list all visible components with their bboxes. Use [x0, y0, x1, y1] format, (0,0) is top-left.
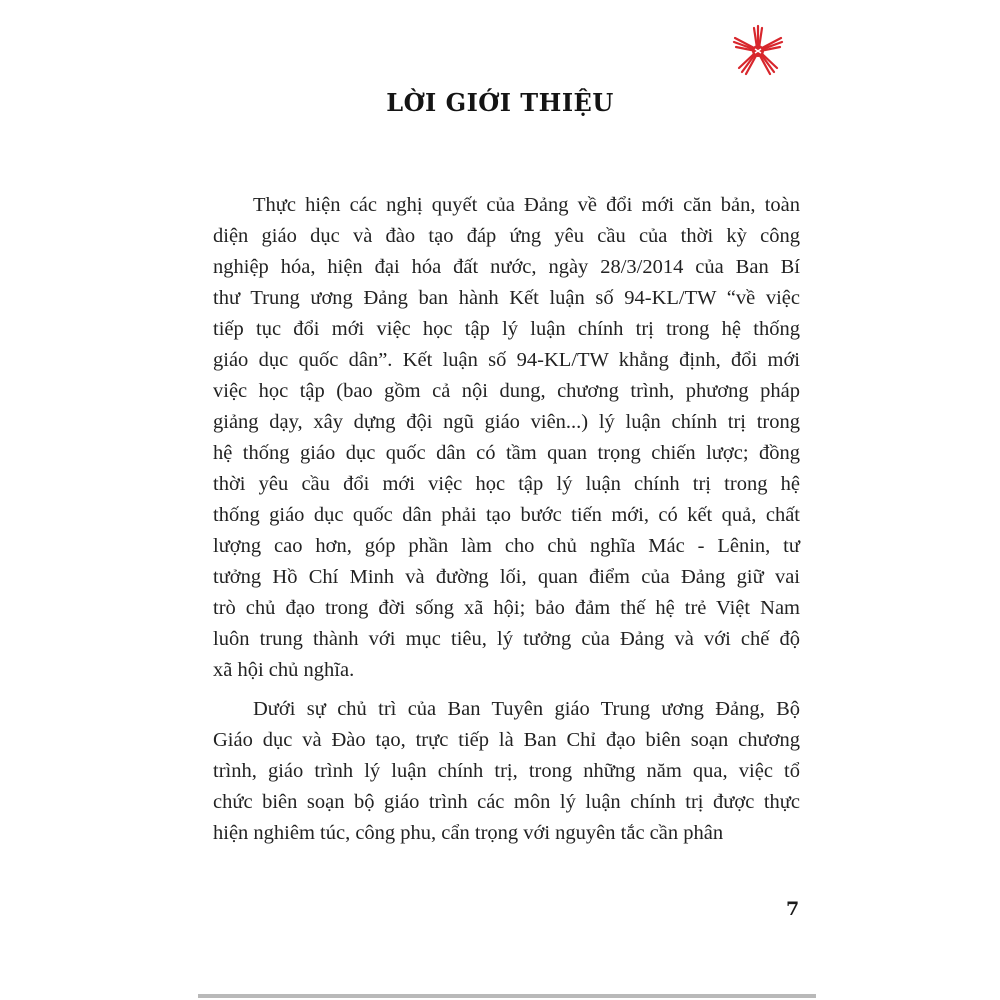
text-line: giảng dạy, xây dựng đội ngũ giáo viên...) lý luận chính trị trong [213, 411, 800, 433]
text-line: tiếp tục đổi mới việc học tập lý luận chính trị trong hệ thống [213, 318, 800, 340]
text-line: Giáo dục và Đào tạo, trực tiếp là Ban Chỉ đạo biên soạn chương [213, 729, 800, 751]
text-line: luôn trung thành với mục tiêu, lý tưởng của Đảng và với chế độ [213, 628, 800, 650]
bottom-divider [198, 994, 816, 998]
text-line: trò chủ đạo trong đời sống xã hội; bảo đảm thế hệ trẻ Việt Nam [213, 597, 800, 619]
paragraph-gap [213, 686, 800, 694]
text-line: hệ thống giáo dục quốc dân có tầm quan trọng chiến lược; đồng [213, 442, 800, 464]
text-line: nghiệp hóa, hiện đại hóa đất nước, ngày 28/3/2014 của Ban Bí [213, 256, 800, 278]
page-title: LỜI GIỚI THIỆU [386, 88, 614, 117]
text-line: tưởng Hồ Chí Minh và đường lối, quan điểm của Đảng giữ vai [213, 566, 800, 588]
text-line: thư Trung ương Đảng ban hành Kết luận số 94-KL/TW “về việc [213, 287, 800, 309]
text-line: Dưới sự chủ trì của Ban Tuyên giáo Trung ương Đảng, Bộ [253, 698, 800, 720]
text-line: thời yêu cầu đổi mới việc học tập lý luận chính trị trong hệ [213, 473, 800, 495]
text-line: Thực hiện các nghị quyết của Đảng về đổi mới căn bản, toàn [253, 194, 800, 216]
paragraph [213, 694, 800, 849]
text-line: diện giáo dục và đào tạo đáp ứng yêu cầu của thời kỳ công [213, 225, 800, 247]
text-line: hiện nghiêm túc, công phu, cẩn trọng với nguyên tắc cần phân [213, 822, 724, 844]
text-line: trình, giáo trình lý luận chính trị, trong những năm qua, việc tổ [213, 760, 800, 782]
text-line: thống giáo dục quốc dân phải tạo bước tiến mới, có kết quả, chất [213, 504, 800, 526]
paragraph [213, 190, 800, 686]
red-star-emblem-icon [728, 22, 788, 78]
page-number: 7 [786, 898, 800, 920]
text-line: việc học tập (bao gồm cả nội dung, chương trình, phương pháp [213, 380, 800, 402]
text-line: giáo dục quốc dân”. Kết luận số 94-KL/TW khẳng định, đổi mới [213, 349, 800, 371]
text-line: chức biên soạn bộ giáo trình các môn lý luận chính trị được thực [213, 791, 800, 813]
body-text [213, 190, 800, 849]
text-line: xã hội chủ nghĩa. [213, 659, 355, 681]
text-line: lượng cao hơn, góp phần làm cho chủ nghĩa Mác - Lênin, tư [213, 535, 800, 557]
